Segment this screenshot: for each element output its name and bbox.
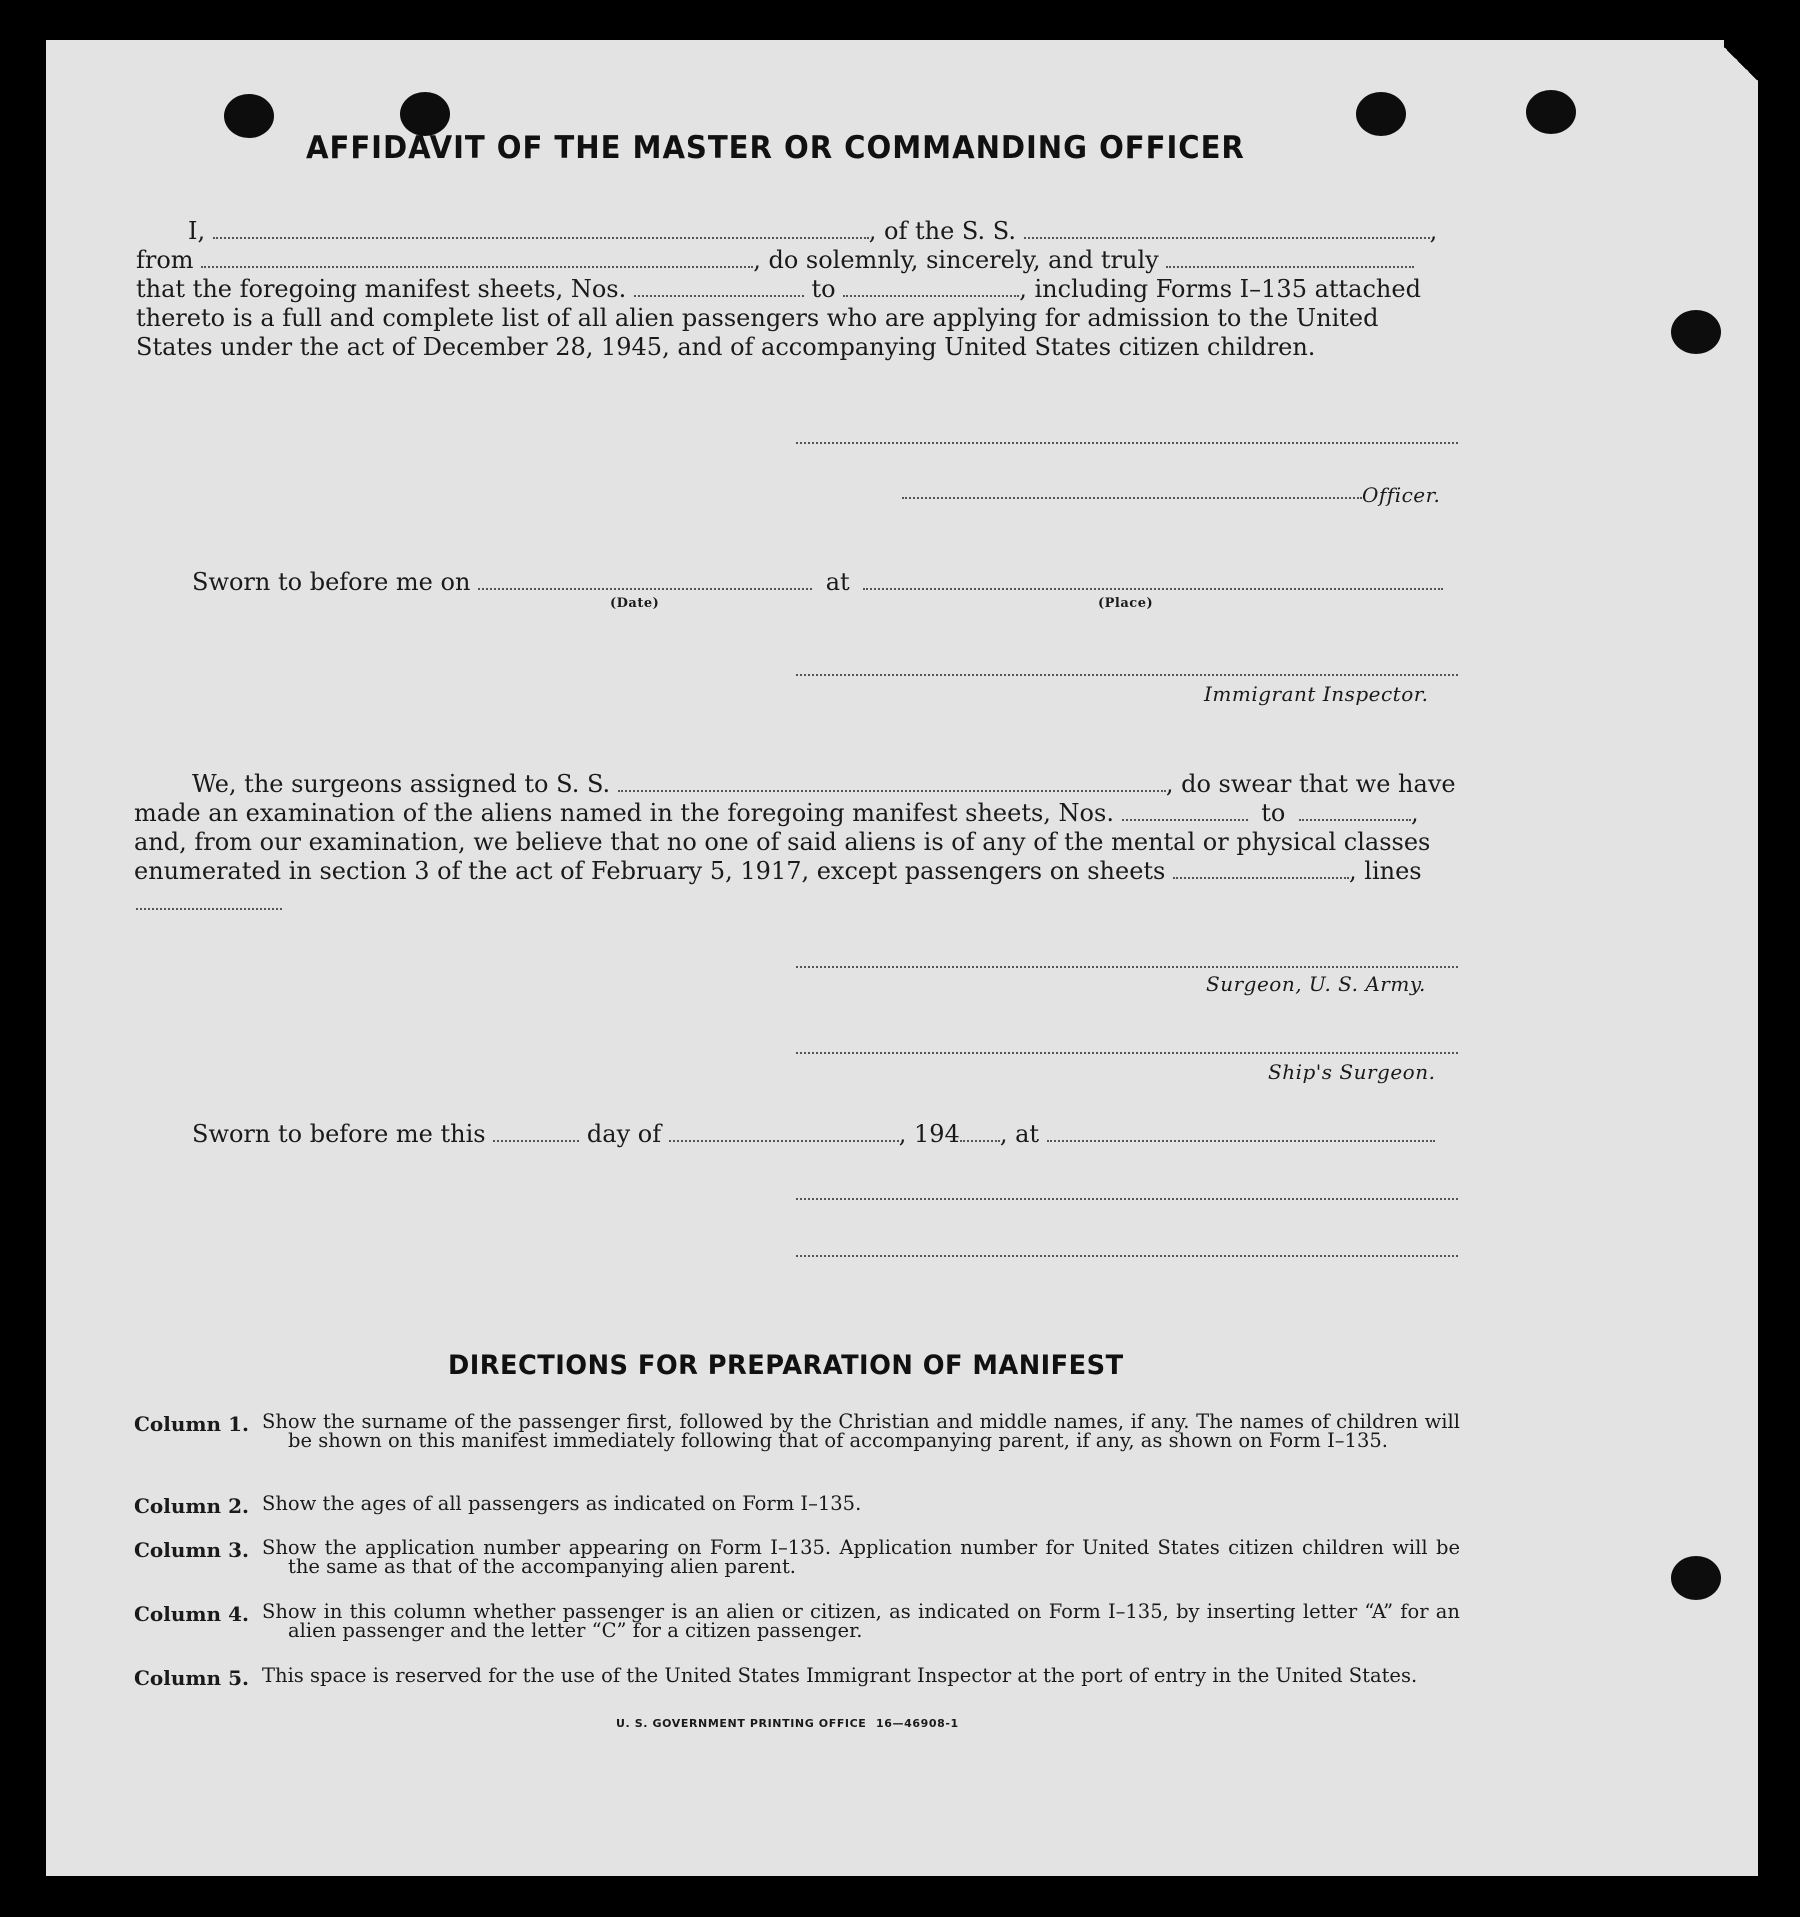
- punch-hole: [1671, 310, 1721, 354]
- exam-sheet-start-field[interactable]: [1122, 801, 1248, 821]
- direction-row: [134, 1494, 1460, 1518]
- column-label: Column 4.: [134, 1602, 249, 1626]
- surgeons-text: enumerated in section 3 of the act of February 5, 1917, except passengers on sheets: [134, 857, 1166, 885]
- column-instruction: Show the ages of all passengers as indicated on Form I–135.: [262, 1492, 862, 1515]
- date-field[interactable]: [478, 570, 812, 590]
- date-caption: (Date): [610, 596, 660, 611]
- sworn-text: at: [825, 568, 850, 596]
- except-sheets-field[interactable]: [1173, 859, 1349, 879]
- sworn-statement-2: [192, 1120, 1435, 1149]
- army-surgeon-caption: Surgeon, U. S. Army.: [1206, 972, 1426, 996]
- column-instruction: This space is reserved for the use of the United States Immigrant Inspector at the port of entry in the United States.: [262, 1664, 1418, 1687]
- punch-hole: [224, 94, 274, 138]
- sworn-statement-1: [192, 568, 1443, 597]
- printer-imprint: U. S. GOVERNMENT PRINTING OFFICE: [616, 1717, 867, 1730]
- affidavit-line-4: thereto is a full and complete list of all alien passengers who are applying for admission to the United: [136, 304, 1379, 332]
- form-code: 16—46908-1: [876, 1717, 959, 1730]
- ship-surgeon-signature-line[interactable]: [796, 1052, 1458, 1054]
- column-label: Column 1.: [134, 1412, 249, 1436]
- surgeons-line-2: [134, 799, 1419, 828]
- exam-sheet-end-field[interactable]: [1299, 801, 1411, 821]
- directions-title: DIRECTIONS FOR PREPARATION OF MANIFEST: [448, 1350, 1124, 1381]
- from-field[interactable]: [201, 248, 753, 268]
- column-label: Column 2.: [134, 1494, 249, 1518]
- name-field[interactable]: [213, 219, 869, 239]
- affidavit-line-2: [136, 246, 1414, 275]
- surgeons-text: to: [1261, 799, 1286, 827]
- column-instruction: Show the surname of the passenger first, followed by the Christian and middle names, if any. The names of children will be shown on this manifest immediately following that of accompanying parent, if any, as shown on Form I–135.: [262, 1410, 1460, 1452]
- affidavit-line-3: [136, 275, 1421, 304]
- sworn-place-field[interactable]: [1047, 1122, 1435, 1142]
- army-surgeon-signature-line[interactable]: [796, 966, 1458, 968]
- direction-row: [134, 1666, 1460, 1690]
- sworn-text: day of: [586, 1120, 662, 1148]
- sworn-text: , at: [999, 1120, 1040, 1148]
- punch-hole: [1671, 1556, 1721, 1600]
- surgeons-line-3: and, from our examination, we believe that no one of said aliens is of any of the mental or physical classes: [134, 828, 1431, 856]
- affidavit-text: I,: [188, 217, 206, 245]
- surgeons-text: , lines: [1349, 857, 1422, 885]
- oath-field[interactable]: [1166, 248, 1414, 268]
- official-signature-line[interactable]: [796, 1198, 1458, 1200]
- direction-row: [134, 1538, 1460, 1576]
- official-title-line[interactable]: [796, 1255, 1458, 1257]
- sheet-start-field[interactable]: [634, 277, 804, 297]
- affidavit-text: , of the S. S.: [868, 217, 1016, 245]
- punch-hole: [1356, 92, 1406, 136]
- inspector-signature-line[interactable]: [796, 674, 1458, 676]
- direction-row: [134, 1412, 1460, 1450]
- direction-row: [134, 1602, 1460, 1640]
- affidavit-text: that the foregoing manifest sheets, Nos.: [136, 275, 627, 303]
- column-instruction: Show in this column whether passenger is an alien or citizen, as indicated on Form I–135, by inserting letter “A” for an alien passenger and the letter “C” for a citizen passenger.: [262, 1600, 1460, 1642]
- sworn-text: Sworn to before me on: [192, 568, 471, 596]
- inspector-caption: Immigrant Inspector.: [1204, 682, 1429, 706]
- year-field[interactable]: [960, 1122, 1000, 1142]
- surgeons-line-4: [134, 857, 1422, 886]
- page-title: AFFIDAVIT OF THE MASTER OR COMMANDING OFFICER: [306, 130, 1245, 166]
- surgeons-text: , do swear that we have: [1165, 770, 1456, 798]
- sheet-end-field[interactable]: [843, 277, 1019, 297]
- sworn-text: Sworn to before me this: [192, 1120, 486, 1148]
- affidavit-text: , do solemnly, sincerely, and truly: [753, 246, 1159, 274]
- column-label: Column 5.: [134, 1666, 249, 1690]
- surgeons-line-1: [192, 770, 1456, 799]
- affidavit-line-5: States under the act of December 28, 1945, and of accompanying United States citizen children.: [136, 333, 1316, 361]
- affidavit-text: ,: [1429, 217, 1438, 245]
- affidavit-line-1: [188, 217, 1437, 246]
- column-label: Column 3.: [134, 1538, 249, 1562]
- officer-caption: Officer.: [1362, 483, 1441, 507]
- surgeons-text: We, the surgeons assigned to S. S.: [192, 770, 611, 798]
- day-field[interactable]: [493, 1122, 579, 1142]
- sworn-text: , 194: [898, 1120, 960, 1148]
- ship-surgeon-caption: Ship's Surgeon.: [1268, 1060, 1436, 1084]
- place-field[interactable]: [863, 570, 1443, 590]
- ship-name-field[interactable]: [1024, 219, 1430, 239]
- signature-line[interactable]: [796, 442, 1458, 444]
- column-instruction: Show the application number appearing on Form I–135. Application number for United States citizen children will be the same as that of the accompanying alien parent.: [262, 1536, 1460, 1578]
- affidavit-text: to: [811, 275, 836, 303]
- month-field[interactable]: [669, 1122, 899, 1142]
- surgeons-text: ,: [1410, 799, 1419, 827]
- document-page: [46, 40, 1758, 1876]
- punch-hole: [1526, 90, 1576, 134]
- affidavit-text: from: [136, 246, 194, 274]
- lines-field[interactable]: [136, 908, 282, 910]
- officer-signature-line[interactable]: [902, 497, 1362, 499]
- affidavit-text: , including Forms I–135 attached: [1019, 275, 1421, 303]
- surgeons-ship-field[interactable]: [618, 772, 1166, 792]
- surgeons-text: made an examination of the aliens named in the foregoing manifest sheets, Nos.: [134, 799, 1114, 827]
- place-caption: (Place): [1098, 596, 1154, 611]
